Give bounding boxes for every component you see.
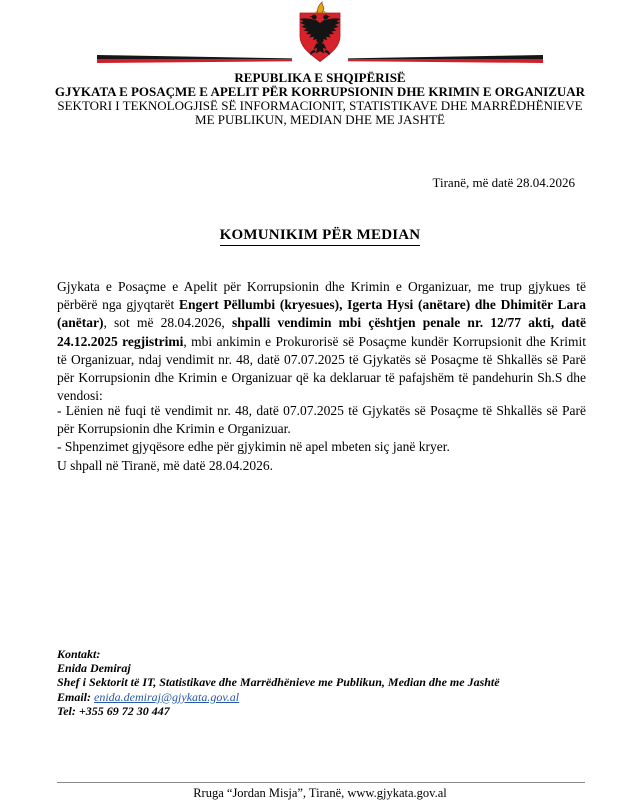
document-title: KOMUNIKIM PËR MEDIAN [220,227,421,246]
email-label: Email: [57,689,95,704]
body-paragraph-main: Gjykata e Posaçme e Apelit për Korrupsionin dhe Krimin e Organizuar, me trup gjykues të përbërë nga gjyqtarët Engert Pëllumbi (kryesues), Igerta Hysi (anëtare) dhe Dhimitër Lara (anëtar), sot më 28.04.2026, shpalli vendimin mbi çështjen penale nr. 12/77 akti, datë 24.12.2025 regjistrimi, mbi ankimin e Prokurorisë së Posaçme kundër Korrupsionit dhe Krimit të Organizuar, ndaj vendimit nr. 48, datë 07.07.2025 të Gjykatës së Posaçme të Shkallës së Parë për Korrupsionin dhe Krimin e Organizuar që ka deklaruar të pafajshëm të pandehurin Sh.S dhe vendosi: [57,279,587,404]
letterhead [0,71,640,127]
footer-divider [57,782,585,783]
decision-item: - Lënien në fuqi të vendimit nr. 48, datë 07.07.2025 të Gjykatës së Posaçme të Shkallës së Parë për Korrupsionin dhe Krimin e Organizuar. [57,403,586,437]
contact-role: Shef i Sektorit të IT, Statistikave dhe Marrëdhënieve me Publikun, Median dhe me Jashtë [57,675,500,690]
dateline: Tiranë, më datë 28.04.2026 [432,175,575,190]
flag-stripe-left [97,55,292,63]
closing-line: U shpall në Tiranë, më datë 28.04.2026. [57,457,273,473]
body-decisions [57,402,586,475]
letterhead-republic: REPUBLIKA E SHQIPËRISË [234,70,406,85]
contact-block [57,647,500,718]
contact-email-line [57,690,500,704]
footer-address: Rruga “Jordan Misja”, Tiranë, www.gjykata.gov.al [193,786,447,800]
decision-item: - Shpenzimet gjyqësore edhe për gjykimin në apel mbeten siç janë kryer. [57,439,450,455]
letterhead-department: SEKTORI I TEKNOLOGJISË SË INFORMACIONIT, STATISTIKAVE DHE MARRËDHËNIEVE ME PUBLIKUN, MEDIAN DHE ME JASHTË [57,98,583,127]
contact-label: Kontakt: [57,647,101,661]
contact-tel: Tel: +355 69 72 30 447 [57,703,170,718]
email-link[interactable]: enida.demiraj@gjykata.gov.al [94,689,240,704]
albania-coat-of-arms-icon [296,1,344,64]
flag-stripe-right [348,55,543,63]
title-row [0,226,640,246]
letterhead-court-name: GJYKATA E POSAÇME E APELIT PËR KORRUPSIONIN DHE KRIMIN E ORGANIZUAR [54,84,586,99]
contact-name: Enida Demiraj [57,661,131,676]
